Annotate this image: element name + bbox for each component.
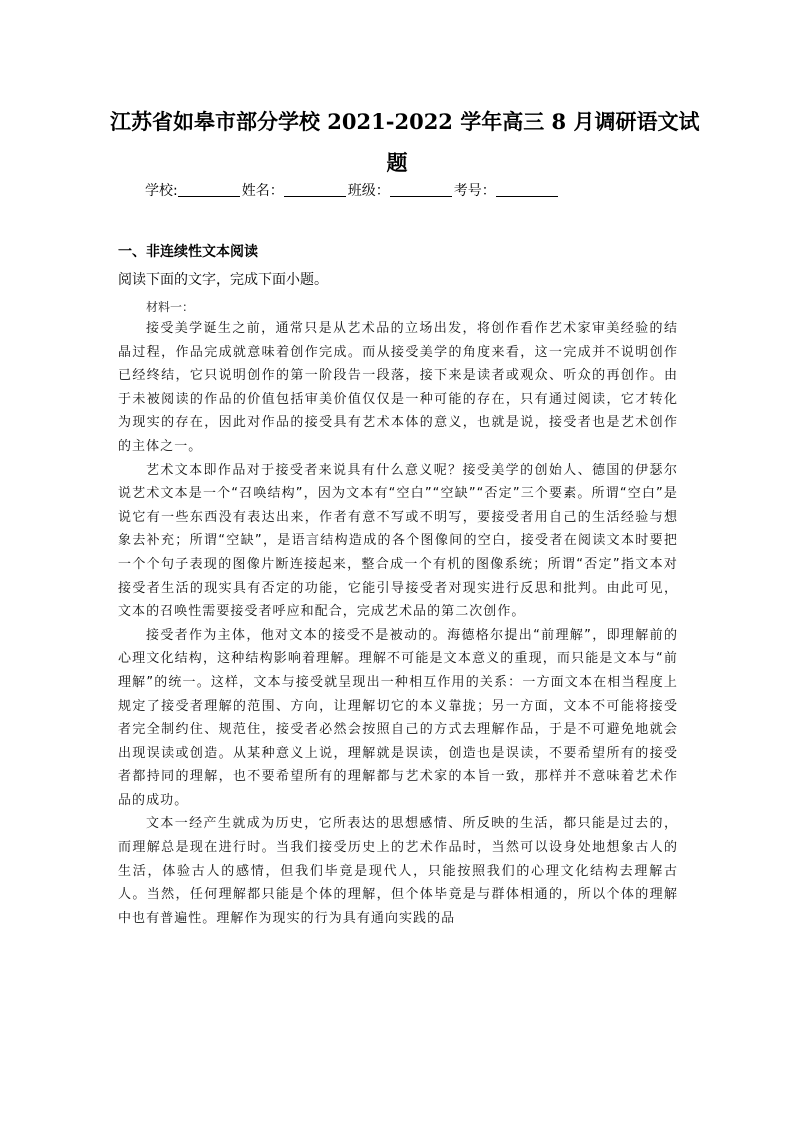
name-blank[interactable] bbox=[284, 182, 346, 197]
class-label: 班级： bbox=[347, 183, 390, 199]
article-body bbox=[118, 317, 678, 930]
section-heading: 一、非连续性文本阅读 bbox=[118, 244, 258, 260]
exam-number-blank[interactable] bbox=[496, 182, 558, 197]
exam-title-line-2: 题 bbox=[386, 150, 408, 175]
paragraph-4: 文本一经产生就成为历史，它所表达的思想感情、所反映的生活，都只能是过去的，而理解总是现在进行时。当我们接受历史上的艺术作品时，当然可以设身处地想象古人的生活，体验古人的感情，但我们毕竟是现代人，只能按照我们的心理文化结构去理解古人。当然，任何理解都只能是个体的理解，但个体毕竟是与群体相通的，所以个体的理解中也有普遍性。理解作为现实的行为具有通向实践的品 bbox=[118, 816, 678, 926]
paragraph-1: 接受美学诞生之前，通常只是从艺术品的立场出发，将创作看作艺术家审美经验的结晶过程，作品完成就意味着创作完成。而从接受美学的角度来看，这一完成并不说明创作已经终结，它只说明创作的第一阶段告一段落，接下来是读者或观众、听众的再创作。由于未被阅读的作品的价值包括审美价值仅仅是一种可能的存在，只有通过阅读，它才转化为现实的存在，因此对作品的接受具有艺术本体的意义，也就是说，接受者也是艺术创作的主体之一。 bbox=[118, 321, 678, 454]
exam-title-line-1: 江苏省如皋市部分学校 2021-2022 学年高三 8 月调研语文试 bbox=[110, 109, 700, 134]
student-info-row bbox=[145, 180, 665, 202]
paragraph-3: 接受者作为主体，他对文本的接受不是被动的。海德格尔提出“前理解”，即理解前的心理文化结构，这种结构影响着理解。理解不可能是文本意义的重现，而只能是文本与“前理解”的统一。这样，文本与接受就呈现出一种相互作用的关系：一方面文本在相当程度上规定了接受者理解的范围、方向，让理解切它的本义靠拢；另一方面，文本不可能将接受者完全制约住、规范住，接受者必然会按照自己的方式去理解作品，于是不可避免地就会出现误读或创造。从某种意义上说，理解就是误读，创造也是误读，不要希望所有的接受者都持同的理解，也不要希望所有的理解都与艺术家的本旨一致，那样并不意味着艺术作品的成功。 bbox=[118, 627, 678, 808]
school-label: 学校: bbox=[145, 183, 178, 199]
paragraph-2: 艺术文本即作品对于接受者来说具有什么意义呢？接受美学的创始人、德国的伊瑟尔说艺术文本是一个“召唤结构”，因为文本有“空白”“空缺”“否定”三个要素。所谓“空白”是说它有一些东西没有表达出来，作者有意不写或不明写，要接受者用自己的生活经验与想象去补充；所谓“空缺”，是语言结构造成的各个图像间的空白，接受者在阅读文本时要把一个个句子表现的图像片断连接起来，整合成一个有机的图像系统；所谓“否定”指文本对接受者生活的现实具有否定的功能，它能引导接受者对现实进行反思和批判。由此可见，文本的召唤性需要接受者呼应和配合，完成艺术品的第二次创作。 bbox=[118, 462, 678, 620]
reading-instruction: 阅读下面的文字，完成下面小题。 bbox=[118, 272, 328, 288]
school-blank[interactable] bbox=[178, 182, 240, 197]
name-label: 姓名： bbox=[241, 183, 284, 199]
class-blank[interactable] bbox=[390, 182, 452, 197]
exam-number-label: 考号： bbox=[453, 183, 496, 199]
material-label: 材料一： bbox=[146, 300, 195, 314]
